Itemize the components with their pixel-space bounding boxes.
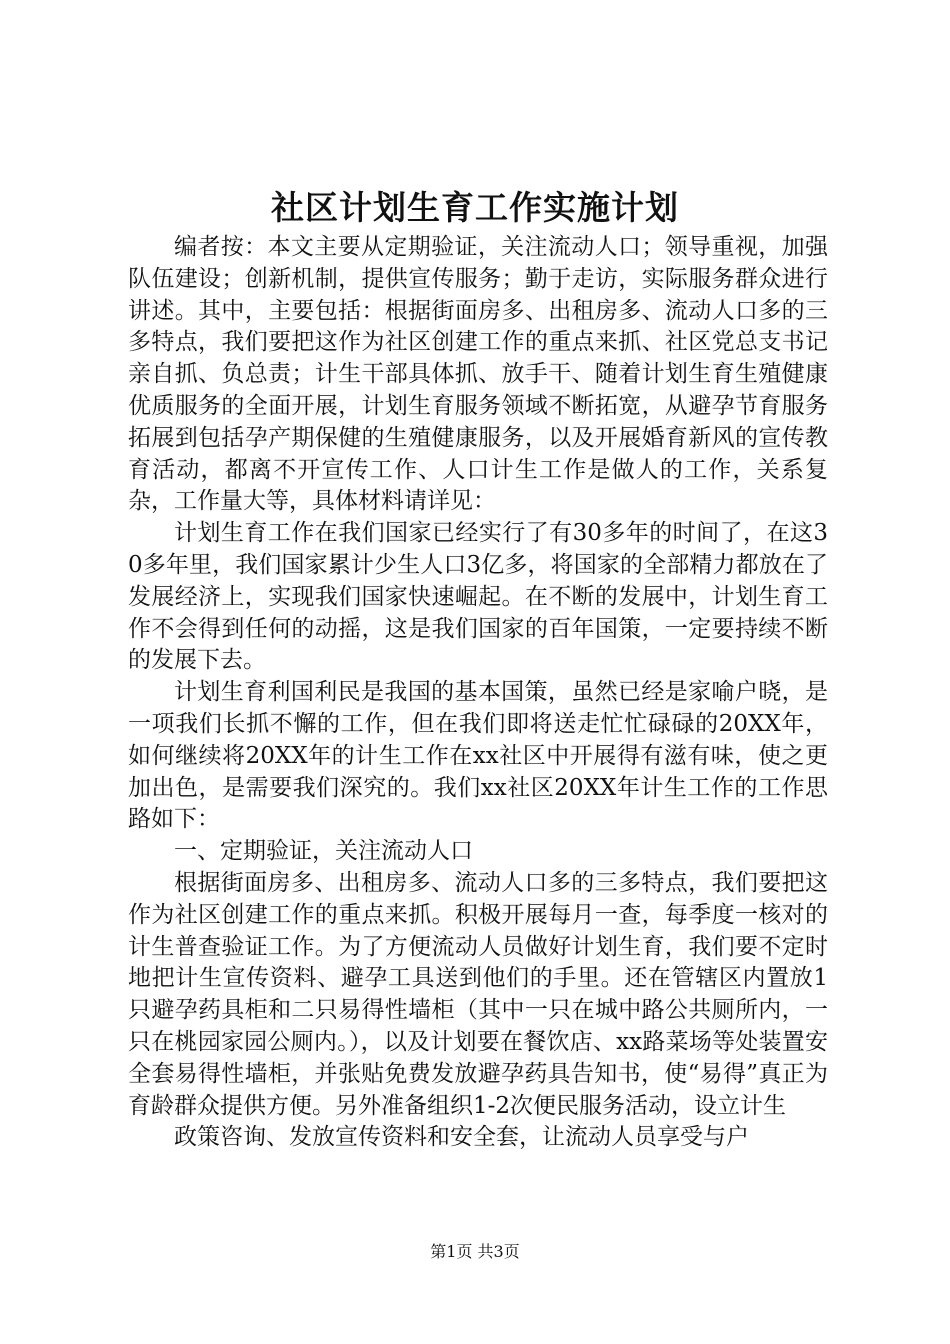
section-heading-1: 一、定期验证，关注流动人口 [174, 838, 473, 865]
paragraph-section-1: 根据街面房多、出租房多、流动人口多的三多特点，我们要把这作为社区创建工作的重点来抓。积极开展每月一查，每季度一核对的计生普查验证工作。为了方便流动人员做好计划生育，我们要不定时地把计生宣传资料、避孕工具送到他们的手里。还在管辖区内置放1只避孕药具柜和二只易得性墙柜（其中一只在城中路公共厕所内，一只在桃园家园公厕内。），以及计划要在餐饮店、xx路菜场等处装置安全套易得性墙柜，并张贴免费发放避孕药具告知书，使“易得”真正为育龄群众提供方便。另外准备组织1-2次便民服务活动，设立计生 [128, 869, 828, 1119]
document-body [128, 232, 828, 1154]
paragraph-intro: 计划生育工作在我们国家已经实行了有30多年的时间了，在这30多年里，我们国家累计少生人口3亿多，将国家的全部精力都放在了发展经济上，实现我们国家快速崛起。在不断的发展中，计划生育工作不会得到任何的动摇，这是我们国家的百年国策，一定要持续不断的发展下去。 [128, 520, 828, 674]
document-title: 社区计划生育工作实施计划 [271, 188, 679, 227]
paragraph-continued: 政策咨询、发放宣传资料和安全套，让流动人员享受与户 [174, 1124, 749, 1151]
paragraph-policy: 计划生育利国利民是我国的基本国策，虽然已经是家喻户晓，是一项我们长抓不懈的工作，但在我们即将送走忙忙碌碌的20XX年，如何继续将20XX年的计生工作在xx社区中开展得有滋有味，使之更加出色，是需要我们深究的。我们xx社区20XX年计生工作的工作思路如下： [128, 679, 828, 833]
paragraph-editor-note: 编者按：本文主要从定期验证，关注流动人口；领导重视，加强队伍建设；创新机制，提供宣传服务；勤于走访，实际服务群众进行讲述。其中，主要包括：根据街面房多、出租房多、流动人口多的三多特点，我们要把这作为社区创建工作的重点来抓、社区党总支书记亲自抓、负总责；计生干部具体抓、放手干、随着计划生育生殖健康优质服务的全面开展，计划生育服务领域不断拓宽，从避孕节育服务拓展到包括孕产期保健的生殖健康服务，以及开展婚育新风的宣传教育活动，都离不开宣传工作、人口计生工作是做人的工作，关系复杂，工作量大等，具体材料请详见： [128, 234, 828, 515]
page-footer: 第1页 共3页 [430, 1242, 520, 1261]
